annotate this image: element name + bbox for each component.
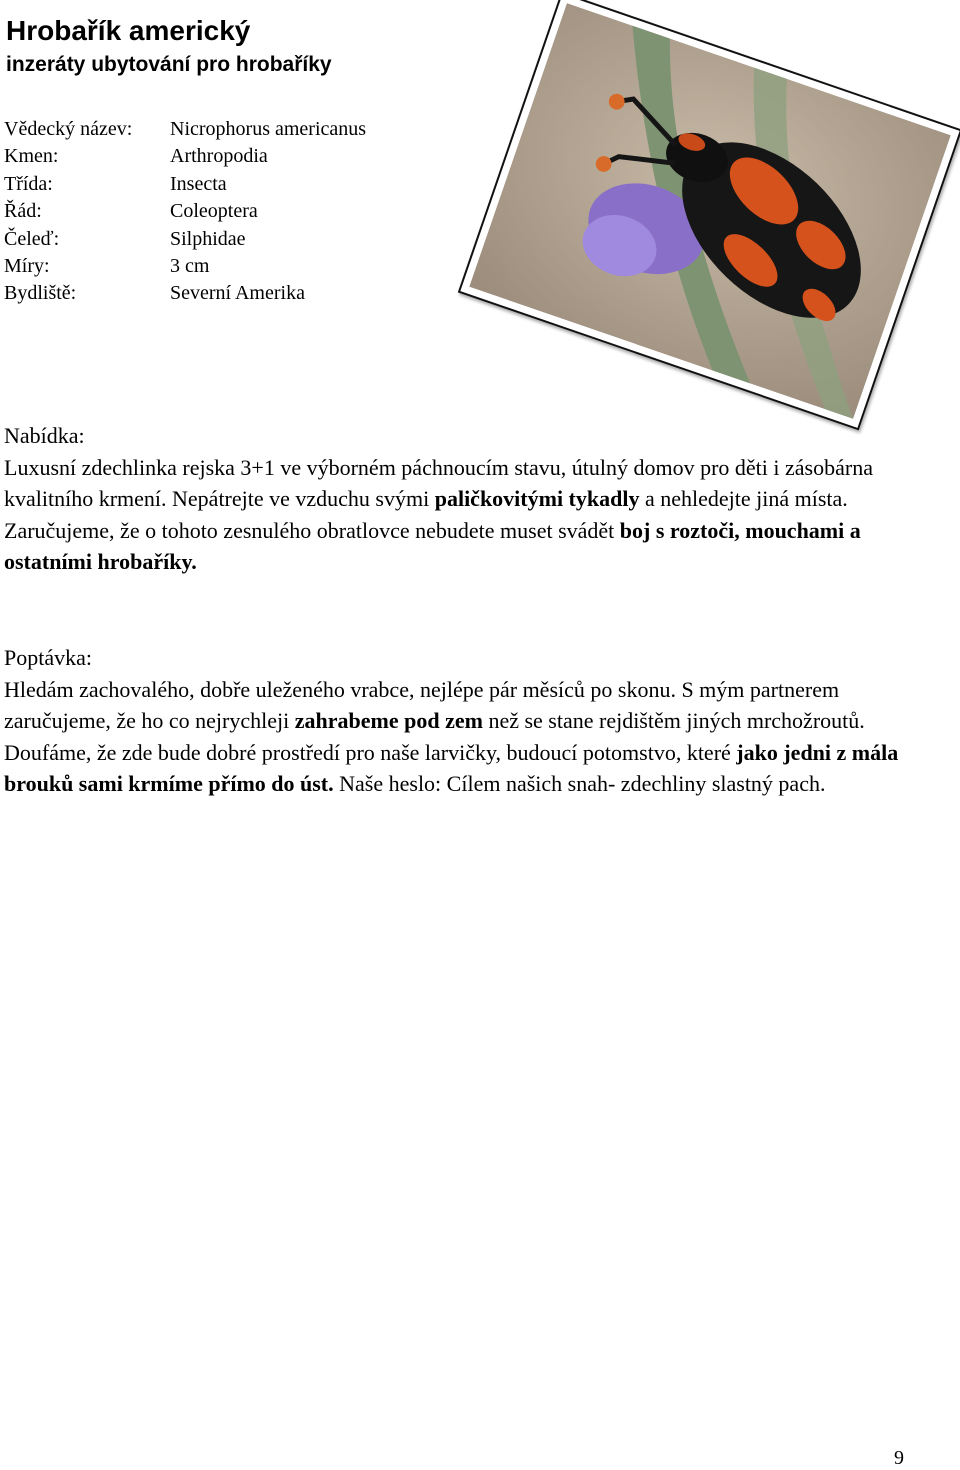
taxonomy-value: Severní Amerika — [170, 282, 305, 305]
taxonomy-row — [4, 253, 366, 280]
taxonomy-row — [4, 226, 366, 253]
offer-heading: Nabídka: — [4, 423, 85, 448]
taxonomy-label: Bydliště: — [4, 282, 77, 305]
taxonomy-label: Třída: — [4, 172, 53, 195]
taxonomy-value: Silphidae — [170, 227, 246, 250]
taxonomy-row — [4, 198, 366, 225]
offer-segment: a nehledejte jiná místa. Zaručujeme, že o tohoto zesnulého obratlovce nebudete muset svádět — [4, 486, 848, 543]
taxonomy-label: Čeleď: — [4, 227, 60, 250]
taxonomy-row — [4, 280, 366, 307]
request-section — [4, 642, 944, 800]
request-segment-bold: zahrabeme pod zem — [294, 708, 483, 733]
taxonomy-row — [4, 143, 366, 170]
offer-segment-bold: boj s roztoči, mouchami a ostatními hrobaříky. — [4, 517, 861, 574]
taxonomy-label: Vědecký název: — [4, 118, 133, 140]
taxonomy-value: Arthropodia — [170, 145, 268, 168]
taxonomy-row — [4, 171, 366, 198]
request-segment: Naše heslo: Cílem našich snah- zdechliny slastný pach. — [333, 771, 826, 796]
taxonomy-label: Míry: — [4, 255, 50, 278]
request-segment-bold: jako jedni z mála brouků sami krmíme přímo do úst. — [4, 739, 899, 796]
taxonomy-value: Nicrophorus americanus — [170, 118, 367, 140]
taxonomy-value: Coleoptera — [170, 200, 258, 223]
request-heading: Poptávka: — [4, 645, 92, 670]
offer-section — [4, 420, 944, 578]
taxonomy-label: Kmen: — [4, 145, 59, 168]
beetle-photo — [458, 0, 960, 430]
taxonomy-table — [4, 116, 366, 308]
taxonomy-row — [4, 116, 366, 143]
page-number: 9 — [894, 1447, 904, 1469]
request-segment: Hledám zachovalého, dobře uleženého vrabce, nejlépe pár měsíců po skonu. S mým partnerem zaručujeme, že ho co nejrychleji — [4, 676, 840, 733]
taxonomy-label: Řád: — [4, 200, 42, 223]
page-title: Hrobařík americký — [6, 15, 251, 46]
offer-segment-bold: paličkovitými tykadly — [434, 486, 640, 511]
beetle-illustration — [469, 3, 951, 419]
taxonomy-value: 3 cm — [170, 255, 210, 278]
offer-segment: Luxusní zdechlinka rejska 3+1 ve výborném páchnoucím stavu, útulný domov pro děti i zásobárna kvalitního krmení. Nepátrejte ve vzduchu svými — [4, 454, 873, 511]
page-subtitle: inzeráty ubytování pro hrobaříky — [6, 53, 332, 76]
request-text — [4, 674, 944, 800]
taxonomy-value: Insecta — [170, 172, 227, 195]
request-segment: než se stane rejdištěm jiných mrchožroutů. Doufáme, že zde bude dobré prostředí pro naše larvičky, budoucí potomstvo, které — [4, 708, 865, 765]
offer-text — [4, 452, 944, 578]
